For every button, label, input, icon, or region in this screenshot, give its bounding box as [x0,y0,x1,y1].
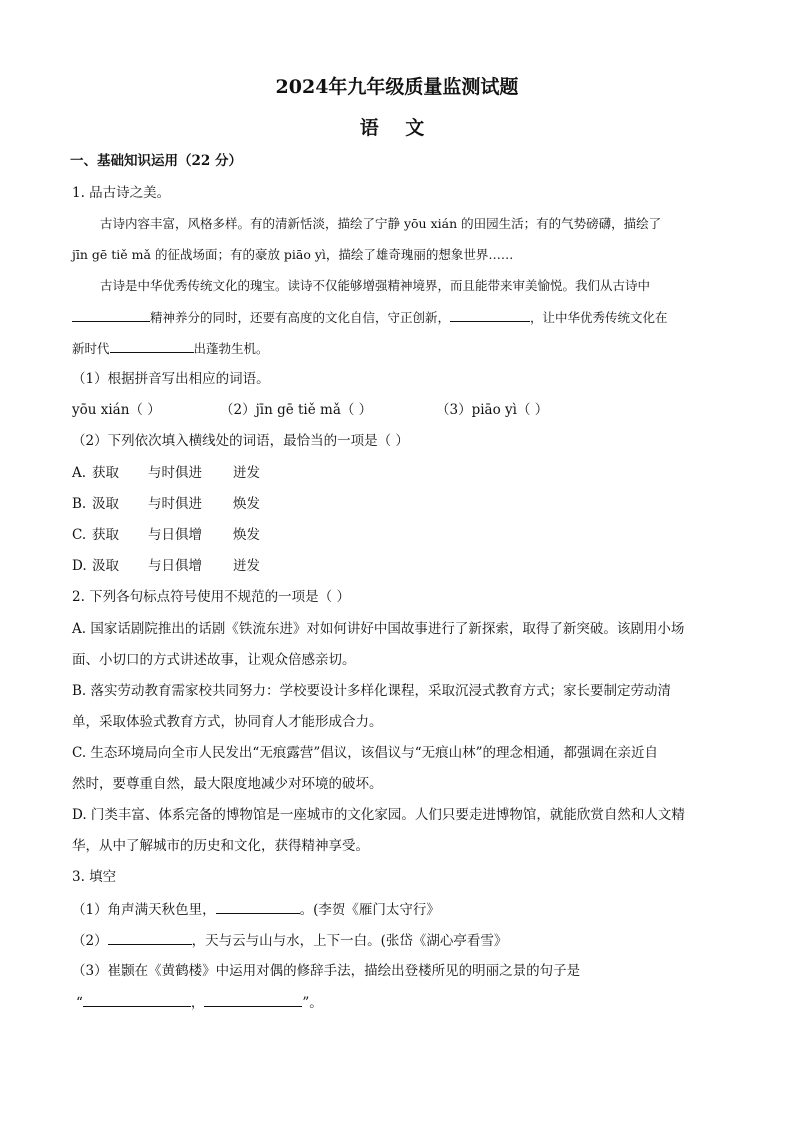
pinyin-row [72,401,548,419]
q2-option-a-line-2: 面、小切口的方式讲述故事，让观众倍感亲切。 [72,652,356,668]
passage-text: 精神养分的同时，还要有高度的文化自信，守正创新， [150,310,451,325]
answer-blank[interactable] [204,993,302,1007]
q3-text: ”。 [302,995,323,1011]
passage-text: 出蓬勃生机。 [193,341,269,356]
option-word: 焕发 [233,496,260,512]
q2-option-d-line-2: 华，从中了解城市的历史和文化，获得精神享受。 [72,838,369,854]
option-letter: D. [72,558,87,574]
exam-title: 2024年九年级质量监测试题 [275,76,519,98]
option-word: 获取 [92,527,119,543]
passage-line-5 [72,339,269,358]
q3-text: “ [76,995,83,1011]
answer-blank[interactable] [450,308,530,322]
q3-item-1 [72,900,440,919]
subject-title: 语 文 [359,117,435,139]
option-letter: B. [72,496,87,512]
option-word: 与日俱增 [148,558,202,574]
passage-text: 新时代 [72,341,110,356]
q2-stem: 2. 下列各句标点符号使用不规范的一项是（ ） [72,589,350,605]
q2-option-d-line-1[interactable]: D. 门类丰富、体系完备的博物馆是一座城市的文化家园。人们只要走进博物馆，就能欣赏自然和人文精 [72,807,685,823]
option-word: 迸发 [233,465,260,481]
pinyin-item[interactable]: （2）jīn gē tiě mǎ（ ） [220,402,373,418]
q2-option-c-line-1[interactable]: C. 生态环境局向全市人民发出“无痕露营”倡议，该倡议与“无痕山林”的理念相通，都强调在亲近自 [72,745,659,761]
passage-line-4 [72,308,668,327]
passage-text: ，让中华优秀传统文化在 [530,310,668,325]
answer-blank[interactable] [72,308,150,322]
q2-option-c-line-2: 然时，要尊重自然，最大限度地减少对环境的破坏。 [72,776,383,792]
q3-text: （2） [72,933,108,949]
option-letter: C. [72,527,87,543]
passage-line-3: 古诗是中华优秀传统文化的瑰宝。读诗不仅能够增强精神境界，而且能带来审美愉悦。我们从古诗中 [100,278,651,293]
q1-stem: 1. 品古诗之美。 [72,185,171,201]
option-d[interactable] [72,557,260,575]
option-a[interactable] [72,464,260,482]
q3-item-3: （3）崔颢在《黄鹤楼》中运用对偶的修辞手法，描绘出登楼所见的明丽之景的句子是 [72,963,581,979]
passage-line-1: 古诗内容丰富，风格多样。有的清新恬淡，描绘了宁静 yōu xián 的田园生活；有的气势磅礴，描绘了 [100,216,662,231]
answer-blank[interactable] [108,931,192,945]
answer-blank[interactable] [216,900,300,914]
option-word: 汲取 [92,558,119,574]
q2-option-b-line-2: 单，采取体验式教育方式，协同育人才能形成合力。 [72,714,383,730]
q3-stem: 3. 填空 [72,869,117,885]
option-word: 与日俱增 [148,527,202,543]
answer-blank[interactable] [83,993,191,1007]
option-c[interactable] [72,526,260,544]
passage-line-2: jīn gē tiě mǎ 的征战场面；有的豪放 piāo yì，描绘了雄奇瑰丽的想象世界…… [72,247,514,262]
q3-text: 。(李贺《雁门太守行》 [299,902,440,918]
pinyin-item[interactable]: （3）piāo yì（ ） [436,402,549,418]
q3-item-3-answer [76,993,323,1012]
q3-item-2 [72,931,507,950]
pinyin-item[interactable]: yōu xián（ ） [72,402,161,418]
answer-blank[interactable] [110,339,194,353]
option-word: 迸发 [233,558,260,574]
section-heading: 一、基础知识运用（22 分） [70,153,242,169]
q1-sub2: （2）下列依次填入横线处的词语，最恰当的一项是（ ） [72,433,409,449]
option-word: 与时俱进 [148,496,202,512]
q2-option-b-line-1[interactable]: B. 落实劳动教育需家校共同努力：学校要设计多样化课程，采取沉浸式教育方式；家长要制定劳动清 [72,683,672,699]
option-word: 与时俱进 [148,465,202,481]
q3-text: （1）角声满天秋色里， [72,902,216,918]
q3-text: ， [190,995,205,1011]
q3-text: ，天与云与山与水，上下一白。(张岱《湖心亭看雪》 [191,933,508,949]
option-word: 获取 [92,465,119,481]
option-word: 焕发 [233,527,260,543]
option-letter: A. [72,465,87,481]
q2-option-a-line-1[interactable]: A. 国家话剧院推出的话剧《铁流东进》对如何讲好中国故事进行了新探索，取得了新突破。该剧用小场 [72,621,685,637]
option-b[interactable] [72,495,260,513]
q1-sub1: （1）根据拼音写出相应的词语。 [72,371,270,387]
option-word: 汲取 [92,496,119,512]
